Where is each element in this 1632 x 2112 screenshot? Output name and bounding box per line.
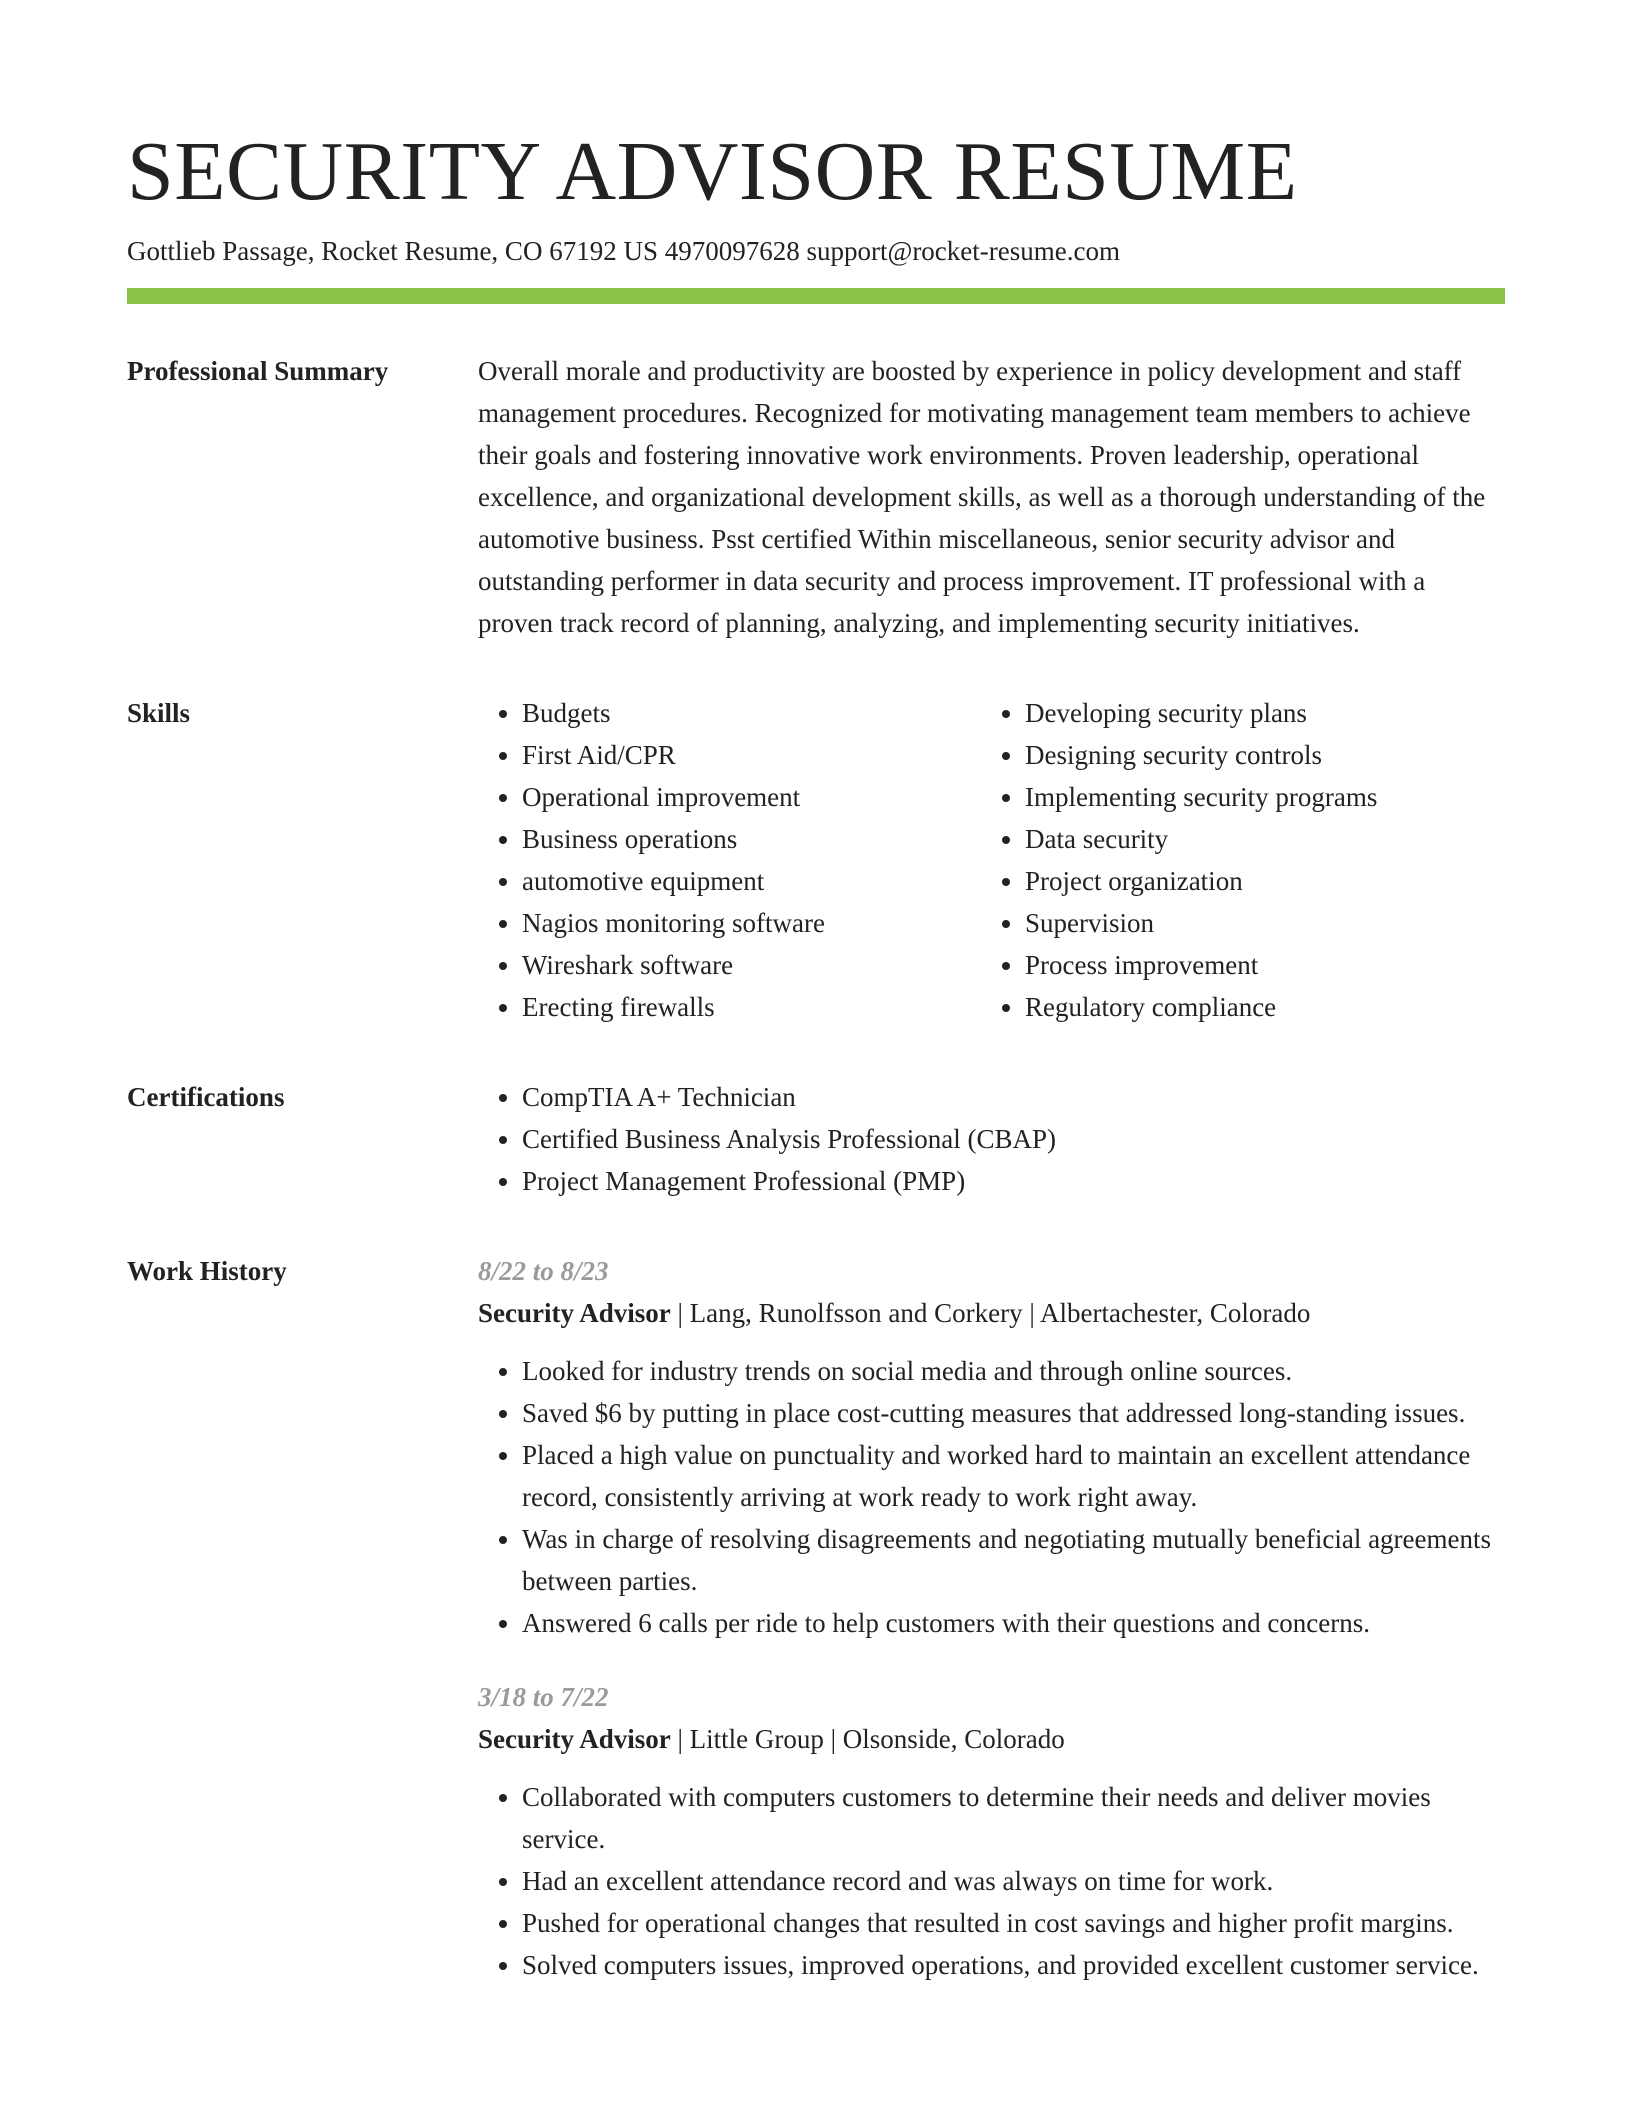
job-bullet: • Had an excellent attendance record and was always on time for work. — [522, 1860, 1505, 1902]
skill-item: • Designing security controls — [1025, 734, 1484, 776]
certification-item: • Certified Business Analysis Professional (CBAP) — [522, 1118, 1505, 1160]
certifications-section — [127, 1076, 1505, 1202]
skills-heading: Skills — [127, 698, 191, 728]
job-bullet-list — [478, 1350, 1505, 1644]
skill-item: • Budgets — [522, 692, 981, 734]
summary-heading: Professional Summary — [127, 356, 389, 386]
job-header — [478, 1292, 1505, 1334]
header-divider — [127, 288, 1505, 304]
skill-item: • Data security — [1025, 818, 1484, 860]
skill-item: • Regulatory compliance — [1025, 986, 1484, 1028]
skills-list-left — [478, 692, 981, 1028]
skill-item: • automotive equipment — [522, 860, 981, 902]
skills-section — [127, 692, 1505, 1028]
job-bullet: • Collaborated with computers customers to determine their needs and deliver movies service. — [522, 1776, 1505, 1860]
skills-list-right — [981, 692, 1484, 1028]
skill-item: • Implementing security programs — [1025, 776, 1484, 818]
certification-item: • CompTIA A+ Technician — [522, 1076, 1505, 1118]
skill-item: • Business operations — [522, 818, 981, 860]
skill-item: • Erecting firewalls — [522, 986, 981, 1028]
job-bullet: • Answered 6 calls per ride to help customers with their questions and concerns. — [522, 1602, 1505, 1644]
skill-item: • Project organization — [1025, 860, 1484, 902]
job-bullet: • Was in charge of resolving disagreements and negotiating mutually beneficial agreements between parties. — [522, 1518, 1505, 1602]
skill-item: • Nagios monitoring software — [522, 902, 981, 944]
skill-item: • Process improvement — [1025, 944, 1484, 986]
skill-item: • Developing security plans — [1025, 692, 1484, 734]
job-title: Security Advisor — [478, 1724, 671, 1754]
work-history-section — [127, 1250, 1505, 2018]
job-bullet: • Saved $6 by putting in place cost-cutting measures that addressed long-standing issues. — [522, 1392, 1505, 1434]
skill-item: • Wireshark software — [522, 944, 981, 986]
job-employer-location: | Lang, Runolfsson and Corkery | Albertachester, Colorado — [670, 1298, 1311, 1328]
job-dates: 3/18 to 7/22 — [478, 1682, 609, 1712]
job-bullet: • Placed a high value on punctuality and worked hard to maintain an excellent attendance record, consistently arriving at work ready to work right away. — [522, 1434, 1505, 1518]
job-bullet: • Solved computers issues, improved operations, and provided excellent customer service. — [522, 1944, 1505, 1986]
work-history-heading: Work History — [127, 1256, 287, 1286]
job-employer-location: | Little Group | Olsonside, Colorado — [670, 1724, 1065, 1754]
certification-item: • Project Management Professional (PMP) — [522, 1160, 1505, 1202]
certifications-heading: Certifications — [127, 1082, 285, 1112]
certifications-list — [478, 1076, 1505, 1202]
skill-item: • Operational improvement — [522, 776, 981, 818]
job-header — [478, 1718, 1505, 1760]
job-entry — [478, 1250, 1505, 1644]
job-title: Security Advisor — [478, 1298, 671, 1328]
skill-item: • Supervision — [1025, 902, 1484, 944]
job-entry — [478, 1676, 1505, 1986]
job-bullet-list — [478, 1776, 1505, 1986]
summary-section — [127, 350, 1505, 644]
job-dates: 8/22 to 8/23 — [478, 1256, 609, 1286]
summary-text: Overall morale and productivity are boosted by experience in policy development and staff management procedures. Recognized for motivating management team members to achieve their goals and fostering innovative work environments. Proven leadership, operational excellence, and organizational development skills, as well as a thorough understanding of the automotive business. Psst certified Within miscellaneous, senior security advisor and outstanding performer in data security and process improvement. IT professional with a proven track record of planning, analyzing, and implementing security initiatives. — [478, 356, 1486, 638]
job-bullet: • Looked for industry trends on social media and through online sources. — [522, 1350, 1505, 1392]
resume-title: SECURITY ADVISOR RESUME — [127, 125, 1298, 218]
job-bullet: • Pushed for operational changes that resulted in cost savings and higher profit margins. — [522, 1902, 1505, 1944]
skill-item: • First Aid/CPR — [522, 734, 981, 776]
contact-line: Gottlieb Passage, Rocket Resume, CO 67192 US 4970097628 support@rocket-resume.com — [127, 236, 1120, 266]
